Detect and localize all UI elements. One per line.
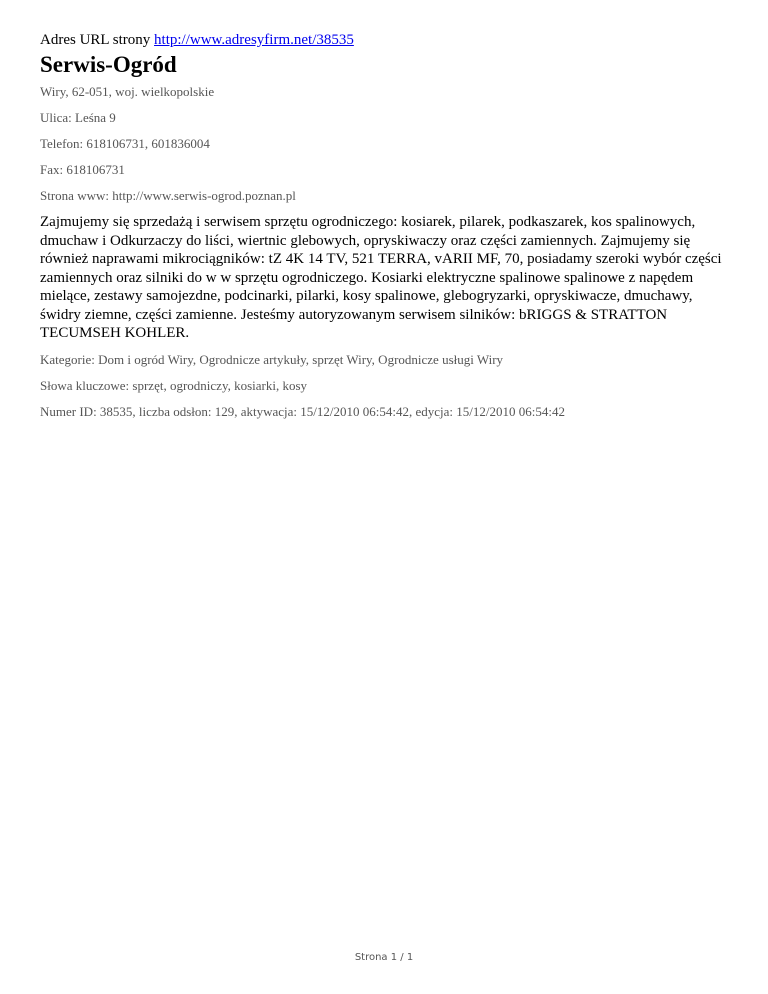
company-description: Zajmujemy się sprzedażą i serwisem sprzętu ogrodniczego: kosiarek, pilarek, podkaszarek, kos spalinowych, dmuchaw i Odkurzaczy do liści, wiertnic glebowych, opryskiwaczy oraz części zamiennych. Zajmujemy się również naprawami mikrociągników: tZ 4K 14 TV, 521 TERRA, vARII MF, 70, posiadamy szeroki wybór części zamiennych oraz silniki do w w sprzętu ogrodniczego. Kosiarki elektryczne spalinowe spalinowe z napędem mielące, zestawy samojezdne, podcinarki, pilarki, kosy spalinowe, glebogryzarki, opryskiwacze, dmuchawy, świdry ziemne, części zamienne. Jesteśmy autoryzowanym serwisem silników: bRIGGS & STRATTON TECUMSEH KOHLER. [40, 214, 722, 341]
website-line: Strona www: http://www.serwis-ogrod.poznan.pl [40, 188, 296, 203]
keywords-line: Słowa kluczowe: sprzęt, ogrodniczy, kosiarki, kosy [40, 377, 308, 393]
fax-line: Fax: 618106731 [40, 162, 125, 177]
categories-line: Kategorie: Dom i ogród Wiry, Ogrodnicze artykuły, sprzęt Wiry, Ogrodnicze usługi Wiry [40, 351, 504, 367]
url-link[interactable]: http://www.adresyfirm.net/38535 [154, 32, 354, 48]
page-number: Strona 1 / 1 [354, 952, 414, 963]
record-info-line: Numer ID: 38535, liczba odsłon: 129, aktywacja: 15/12/2010 06:54:42, edycja: 15/12/2010 06:54:42 [40, 403, 565, 419]
url-label: Adres URL strony [40, 32, 151, 48]
phone-line: Telefon: 618106731, 601836004 [40, 136, 210, 151]
company-name: Serwis-Ogród [40, 52, 177, 77]
address-line: Wiry, 62-051, woj. wielkopolskie [40, 84, 215, 99]
url-line [40, 30, 730, 50]
street-line: Ulica: Leśna 9 [40, 110, 116, 125]
document-page [40, 30, 730, 429]
